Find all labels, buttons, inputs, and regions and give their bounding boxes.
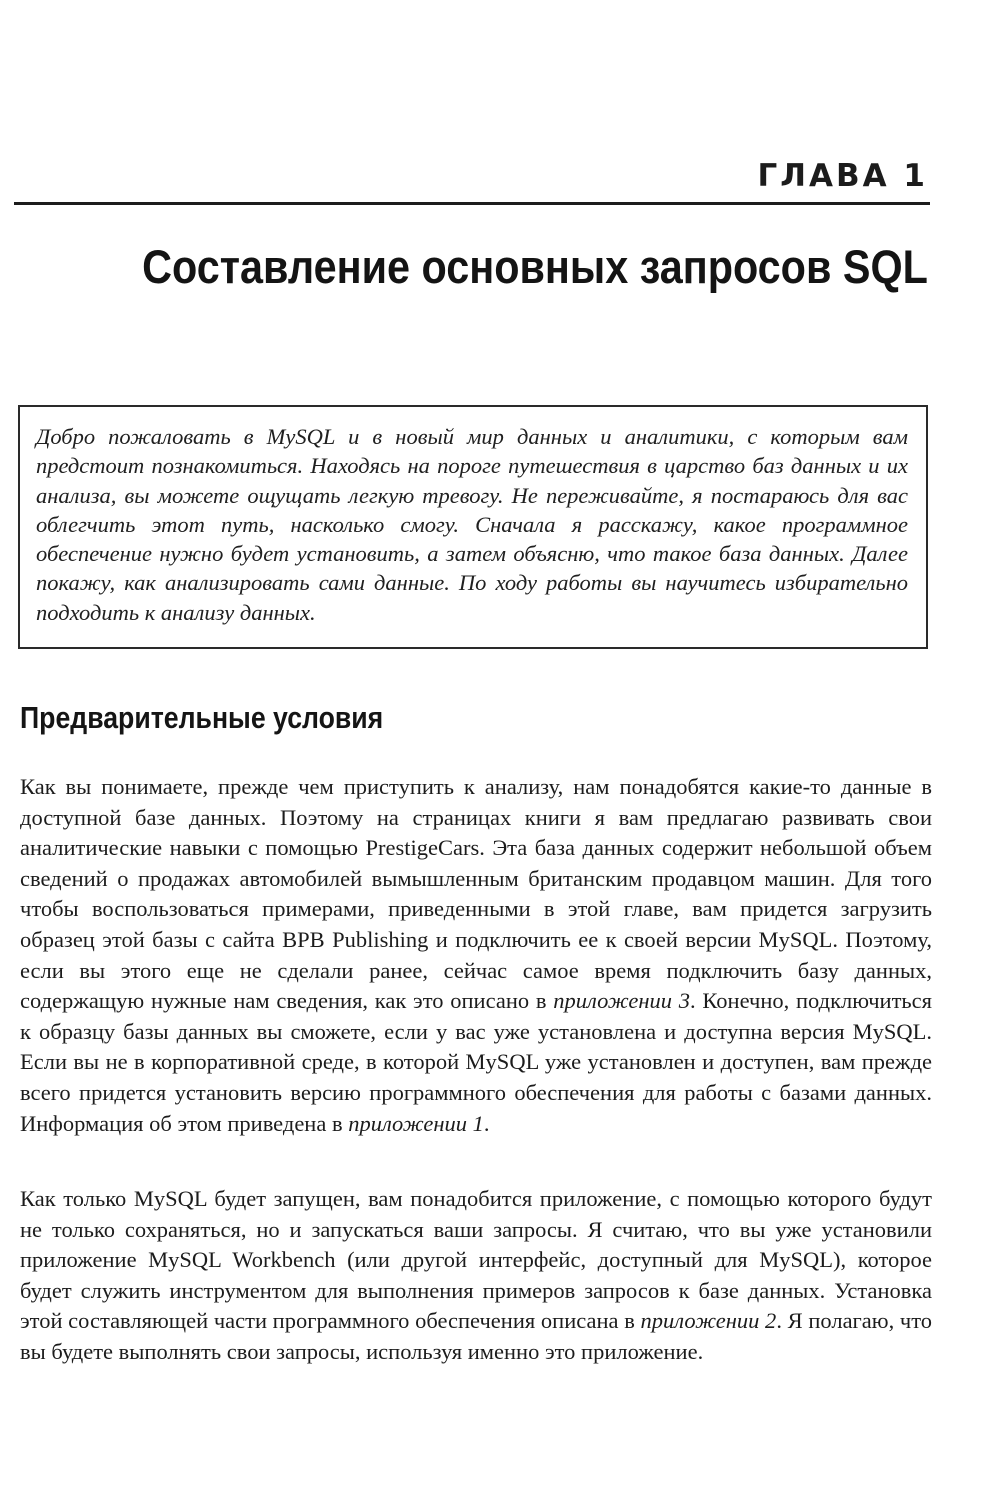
paragraph-text: . xyxy=(483,1110,490,1136)
chapter-label: ГЛАВА 1 xyxy=(757,158,928,194)
chapter-title: Составление основных запросов SQL xyxy=(142,240,928,294)
paragraph-text: . Конечно, подключиться к образцу базы данных вы сможете, если у вас уже установлена и доступна версия MySQL. Если вы не в корпоративной среде, в которой MySQL уже установлен и доступен, вам прежде всего придется установить версию программного обеспечения для работы с базами данных. Информация об этом приведена в xyxy=(20,988,932,1136)
paragraph-text: Как только MySQL будет запущен, вам понадобится приложение, с помощью которого будут не только сохраняться, но и запускаться ваши запросы. Я считаю, что вы уже установили приложение MySQL Workbench (или другой интерфейс, доступный для MySQL), которое будет служить инструментом для выполнения примеров запросов к базе данных. Установка этой составляющей части программного обеспечения описана в xyxy=(20,1186,932,1334)
body-paragraph-2 xyxy=(20,1184,932,1368)
appendix-reference: приложении 1 xyxy=(348,1110,484,1136)
chapter-rule xyxy=(14,202,930,205)
intro-text: Добро пожаловать в MySQL и в новый мир данных и аналитики, с которым вам предстоит познакомиться. Находясь на пороге путешествия в царство баз данных и их анализа, вы можете ощущать легкую тревогу. Не переживайте, я постараюсь для вас облегчить этот путь, насколько смогу. Сначала я расскажу, какое программное обеспечение нужно будет установить, а затем объясню, что такое база данных. Далее покажу, как анализировать сами данные. По ходу работы вы научитесь избирательно подходить к анализу данных. xyxy=(36,424,908,625)
body-paragraph-1 xyxy=(20,772,932,1139)
appendix-reference: приложении 3 xyxy=(553,988,691,1014)
paragraph-text: Как вы понимаете, прежде чем приступить к анализу, нам понадобятся какие-то данные в доступной базе данных. Поэтому на страницах книги я вам предлагаю развивать свои аналитические навыки с помощью PrestigeCars. Эта база данных содержит небольшой объем сведений о продажах автомобилей вымышленным британским продавцом машин. Для того чтобы воспользоваться примерами, приведенными в этой главе, вам придется загрузить образец этой базы с сайта BPB Publishing и подключить ее к своей версии MySQL. Поэтому, если вы этого еще не сделали ранее, сейчас самое время подключить базу данных, содержащую нужные нам сведения, как это описано в xyxy=(20,774,932,1014)
appendix-reference: приложении 2 xyxy=(640,1308,777,1334)
paragraph-text: . Я полагаю, что вы будете выполнять свои запросы, используя именно это приложение. xyxy=(20,1308,933,1364)
section-heading: Предварительные условия xyxy=(20,700,384,735)
